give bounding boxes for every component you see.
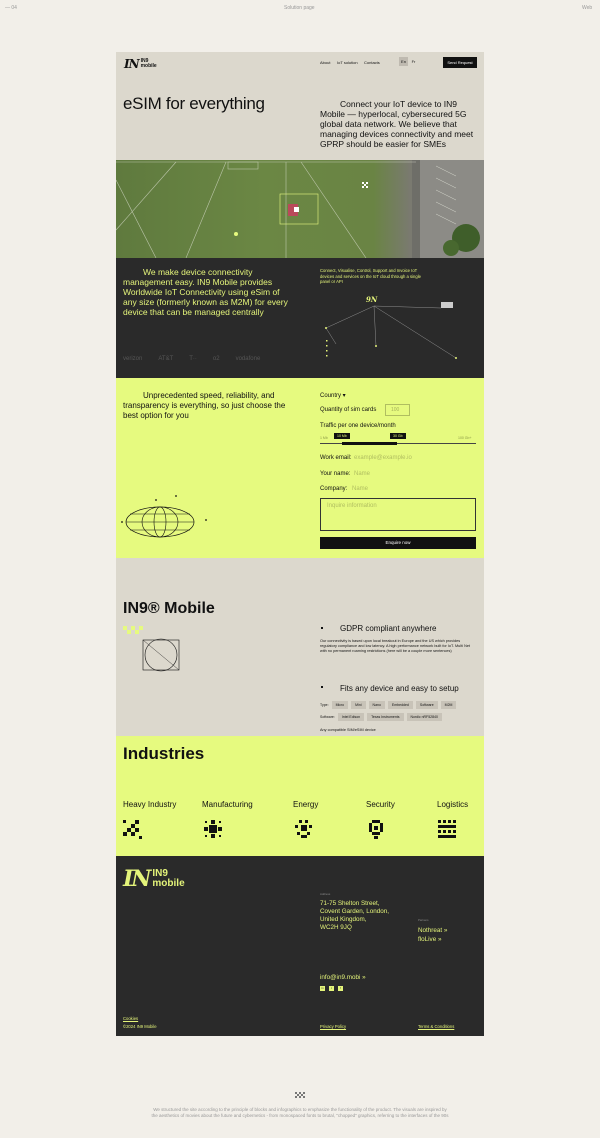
software-chips xyxy=(320,713,442,721)
partner-logo: o2 xyxy=(212,356,220,362)
type-chip: Micro xyxy=(332,701,349,709)
inquire-textarea[interactable]: Inquire information xyxy=(320,498,476,531)
industries-title: Industries xyxy=(123,744,205,763)
footer-logo[interactable] xyxy=(123,866,185,892)
traffic-slider-range xyxy=(342,442,397,445)
cookies-link[interactable]: Cookies xyxy=(123,1016,139,1021)
logistics-icon xyxy=(438,820,458,840)
category-label: Web xyxy=(582,5,593,11)
footer-email-link[interactable]: info@in9.mobi » xyxy=(320,974,366,981)
industry-energy[interactable]: Energy xyxy=(293,800,319,809)
type-chip: Nano xyxy=(369,701,385,709)
globe-icon xyxy=(120,492,220,548)
send-request-button[interactable]: Send Request xyxy=(443,57,477,68)
partner-logo: vodafone xyxy=(235,356,261,362)
slider-min-label: 1 Mb xyxy=(320,436,328,440)
page-number: — 04 xyxy=(5,5,17,11)
software-chip: Intel Edison xyxy=(338,713,364,721)
feature-gdpr-desc: Our connectivity is based upon local breakout in Europe and the US which provides regulatory compliance and low latency. A high performance network built for IoT. Multi Net with no permanent roaming restrictions (here will be a couple more sentences) xyxy=(320,639,470,653)
industry-manufacturing[interactable]: Manufacturing xyxy=(202,800,253,809)
footer-logo-line1: IN9 xyxy=(152,868,168,879)
footer-partner-links xyxy=(418,926,447,944)
address-line: WC2H 9JQ xyxy=(320,924,352,931)
address-line: Covent Garden, London, xyxy=(320,908,389,915)
footer-logo-line2: mobile xyxy=(152,878,185,889)
partner-link-nothreat[interactable]: Nothreat » xyxy=(418,927,448,934)
address-line: United Kingdom, xyxy=(320,916,367,923)
industry-logistics[interactable]: Logistics xyxy=(437,800,469,809)
partner-link-flolive[interactable]: floLive » xyxy=(418,936,442,943)
logo-mark: IN xyxy=(124,57,139,71)
linkedin-icon[interactable]: in xyxy=(321,986,324,990)
partner-logo: AT&T xyxy=(158,356,174,362)
slider-low-handle[interactable]: 10 Mb xyxy=(334,433,350,439)
connectivity-section xyxy=(116,258,484,378)
software-chip: Texas Instruments xyxy=(367,713,403,721)
footer-address xyxy=(320,900,389,932)
lang-en[interactable]: En xyxy=(399,57,408,66)
connectivity-small-text: Connect, Visualise, Control, Support and Invoice IoT devices and services on the IoT cloud through a single panel or API xyxy=(320,268,421,284)
security-icon xyxy=(367,820,387,840)
facebook-icon[interactable]: f xyxy=(338,986,343,991)
software-label: Software: xyxy=(320,715,335,719)
hero-title: eSIM for everything xyxy=(123,94,265,113)
network-diagram xyxy=(316,288,484,378)
partner-logos xyxy=(123,356,260,362)
industry-security[interactable]: Security xyxy=(366,800,395,809)
software-chip: Nordic nRF52840 xyxy=(407,713,442,721)
logo-line2: mobile xyxy=(140,63,157,69)
lang-fr[interactable]: Fr xyxy=(411,59,416,64)
footer xyxy=(116,856,484,1036)
address-line: 71-75 Shelton Street, xyxy=(320,900,380,907)
nav-iot-solution[interactable]: IoT solution xyxy=(337,60,358,65)
privacy-link[interactable]: Privacy Policy xyxy=(320,1024,347,1029)
top-bar xyxy=(0,0,600,16)
chip-icon xyxy=(123,626,183,676)
address-label: Address xyxy=(320,892,331,896)
industries-section xyxy=(116,736,484,856)
manufacturing-icon xyxy=(204,820,224,840)
case-caption: We structured the site according to the principle of blocks and infographics to emphasize the functionality of the product. The visuals are inspired by the aesthetics of movies about the future and cybernetics - from monospaced fonts to brutal, "chopped" graphics, referring to the interfaces of the 90s xyxy=(151,1107,449,1118)
type-chip: M2M xyxy=(441,701,457,709)
hero-section xyxy=(116,52,484,160)
type-label: Type: xyxy=(320,703,329,707)
heavy-industry-icon xyxy=(123,820,143,840)
email-label: Work email: xyxy=(320,455,352,461)
page-label: Solution page xyxy=(284,5,315,11)
slider-high-handle[interactable]: 30 Gb xyxy=(390,433,406,439)
website-mockup xyxy=(116,52,484,1036)
name-label: Your name: xyxy=(320,471,351,477)
traffic-label: Traffic per one device/month xyxy=(320,423,396,429)
pixel-logo-icon xyxy=(295,1092,307,1100)
compat-note: Any compatible SIM/eSIM device xyxy=(320,728,376,732)
email-input[interactable]: example@example.io xyxy=(354,455,412,461)
logo[interactable] xyxy=(124,57,157,71)
energy-icon xyxy=(295,820,315,840)
feature-gdpr-title: GDPR compliant anywhere xyxy=(340,624,437,633)
industry-heavy[interactable]: Heavy Industry xyxy=(123,800,177,809)
type-chips xyxy=(320,701,456,709)
name-input[interactable]: Name xyxy=(354,471,371,477)
company-label: Company: xyxy=(320,486,348,492)
hero-description: Connect your IoT device to IN9 Mobile — hyperlocal, cybersecured 5G global data network. We believe that managing devices connectivity and meet GPRP should be easier for SMEs xyxy=(320,99,474,149)
enquire-button[interactable]: Enquire now xyxy=(320,537,476,549)
qty-label: Quantity of sim cards xyxy=(320,407,377,413)
logo-line1: IN9 xyxy=(140,58,149,64)
order-form-section xyxy=(116,378,484,558)
connectivity-text: We make device connectivity management easy. IN9 Mobile provides Worldwide IoT Connectivity using eSim of any size (formerly known as M2M) for every device that can be managed centrally xyxy=(123,267,288,317)
nav-contacts[interactable]: Contacts xyxy=(364,60,380,65)
feature-bullet xyxy=(321,686,323,688)
form-intro: Unprecedented speed, reliability, and transparency is everything, so just choose the best option for you xyxy=(123,391,286,420)
qty-input[interactable]: 100 xyxy=(385,404,410,416)
slider-max-label: 100 Gb+ xyxy=(458,436,472,440)
feature-bullet xyxy=(321,627,323,629)
copyright: ©2024 IN9 Mobile xyxy=(123,1024,157,1029)
nav-about[interactable]: About xyxy=(320,60,331,65)
terms-link[interactable]: Terms & Conditions xyxy=(418,1024,455,1029)
type-chip: Software xyxy=(416,701,438,709)
svg-text:9N: 9N xyxy=(366,295,378,304)
brand-title: IN9® Mobile xyxy=(123,600,215,617)
company-input[interactable]: Name xyxy=(352,486,369,492)
football-field-image xyxy=(116,160,484,258)
field-illustration xyxy=(116,160,484,258)
partner-logo: T·· xyxy=(189,356,197,362)
feature-setup-title: Fits any device and easy to setup xyxy=(340,684,459,693)
country-select[interactable]: Country ▾ xyxy=(320,393,346,399)
twitter-icon[interactable]: t xyxy=(329,986,334,991)
social-links xyxy=(320,986,343,991)
type-chip: Mini xyxy=(351,701,365,709)
partners-label: Partners xyxy=(418,918,429,922)
partner-logo: verizon xyxy=(123,356,143,362)
type-chip: Embedded xyxy=(388,701,413,709)
footer-logo-mark: IN xyxy=(123,866,150,892)
